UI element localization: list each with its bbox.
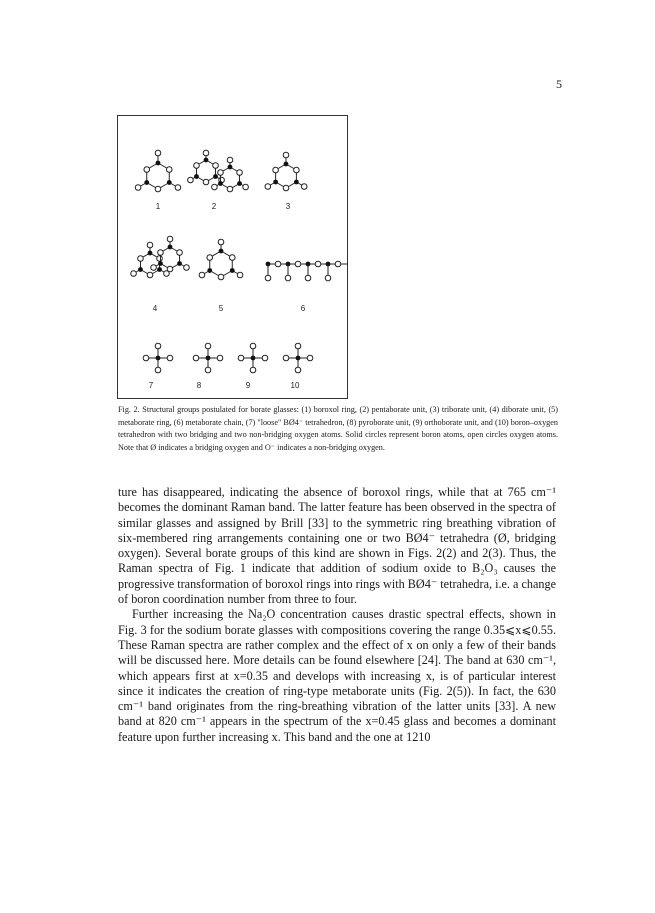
oxygen-atom [175,185,181,191]
page-number: 5 [556,77,562,91]
oxygen-atom [205,367,211,373]
boron-atom [237,181,242,186]
boron-atom [219,249,224,254]
oxygen-atom [155,367,161,373]
boron-atom [156,161,161,166]
oxygen-atom [325,275,331,281]
caption-text: Structural groups postulated for borate glasses: (1) boroxol ring, (2) pentaborate unit, (3) triborate unit, (4) diborate unit, (5) metaborate ring, (6) metaborate chain, (7) "loose" BØ4⁻ tetrahedron, (8) pyroborate unit, (9) orthoborate unit, and (10) boron–oxygen tetrahedron with two bridging and two non-bridging oxygen atoms. Solid circles represent boron atoms, open circles oxygen atoms. Note that Ø indicates a bridging oxygen and O⁻ indicates a non-bridging oxygen. [118,405,558,452]
oxygen-atom [305,275,311,281]
oxygen-atom [205,343,211,349]
boron-atom [158,261,163,266]
oxygen-atom [167,266,173,272]
boron-atom [148,251,153,256]
boron-atom [194,174,199,179]
oxygen-atom [265,184,271,190]
figure-structural-groups [117,115,348,399]
oxygen-atom [285,275,291,281]
oxygen-atom [167,236,173,242]
structure-number-9: 9 [245,381,251,390]
paragraph-1: ture has disappeared, indicating the absence of boroxol rings, while that at 765 cm⁻¹ becomes the dominant Raman band. The latter feature has been observed in the spectra of similar glasses and assigned by Brill [33] to the symmetric ring breathing vibration of six-membered ring arrangements containing one or two BØ4⁻ tetrahedra (Ø, bridging oxygen). Several borate groups of this kind are shown in Figs. 2(2) and 2(3). Thus, the Raman spectra of Fig. 1 indicate that addition of sodium oxide to B₂O₃ causes the progressive transformation of boroxol rings into rings with BØ4⁻ tetrahedra, i.e. a change of boron coordination number from three to four. [118,485,556,607]
structure-number-2: 2 [211,202,217,211]
oxygen-atom [166,167,172,173]
body-text [118,485,556,745]
oxygen-atom [295,343,301,349]
paragraph-2: Further increasing the Na₂O concentration causes drastic spectral effects, shown in Fig. 3 for the sodium borate glasses with compositions covering the range 0.35⩽x⩽0.55. These Raman spectra are rather complex and the effect of x on only a few of their bands will be discussed here. More details can be found elsewhere [24]. The band at 630 cm⁻¹, which appears first at x=0.35 and develops with increasing x, is of particular interest since it indicates the creation of ring-type metaborate units (Fig. 2(5)). In fact, the 630 cm⁻¹ band originates from the ring-breathing vibration of the latter units [33]. A new band at 820 cm⁻¹ appears in the spectrum of the x=0.45 glass and becomes a dominant feature upon further increasing x. This band and the one at 1210 [118,607,556,744]
oxygen-atom [315,261,321,267]
oxygen-atom [243,184,249,190]
oxygen-atom [265,275,271,281]
boron-atom [213,174,218,179]
structure-number-6: 6 [300,304,306,313]
oxygen-atom [301,184,307,190]
oxygen-atom [194,163,200,169]
oxygen-atom [157,256,163,262]
oxygen-atom [218,170,224,176]
boron-atom [156,356,161,361]
boron-atom [294,180,299,185]
oxygen-atom [147,272,153,278]
oxygen-atom [273,167,279,173]
oxygen-atom [294,167,300,173]
oxygen-atom [283,185,289,191]
oxygen-atom [155,150,161,156]
oxygen-atom [237,170,243,176]
oxygen-atom [155,343,161,349]
oxygen-atom [307,355,313,361]
oxygen-atom [207,255,213,261]
oxygen-atom [138,256,144,262]
oxygen-atom [295,367,301,373]
oxygen-atom [158,250,164,256]
oxygen-atom [218,274,224,280]
oxygen-atom [193,355,199,361]
oxygen-atom [283,355,289,361]
oxygen-atom [167,355,173,361]
structure-number-7: 7 [148,381,154,390]
oxygen-atom [177,250,183,256]
boron-atom [296,356,301,361]
boron-atom [144,180,149,185]
oxygen-atom [262,355,268,361]
figure-caption [118,404,558,454]
boron-atom [138,267,143,272]
oxygen-atom [203,179,209,185]
oxygen-atom [227,186,233,192]
oxygen-atom [218,239,224,245]
oxygen-atom [250,367,256,373]
oxygen-atom [237,272,243,278]
oxygen-atom [135,185,141,191]
boron-atom [228,165,233,170]
structure-number-10: 10 [290,381,300,390]
boron-atom [218,181,223,186]
oxygen-atom [147,242,153,248]
structure-number-4: 4 [152,304,158,313]
boron-atom [284,162,289,167]
oxygen-atom [151,265,157,271]
boron-atom [177,261,182,266]
oxygen-atom [229,255,235,261]
structure-number-1: 1 [155,202,161,211]
structure-number-5: 5 [218,304,224,313]
oxygen-atom [335,261,341,267]
oxygen-atom [295,261,301,267]
caption-label: Fig. 2. [118,405,140,414]
oxygen-atom [144,167,150,173]
boron-atom [273,180,278,185]
structure-number-8: 8 [196,381,202,390]
oxygen-atom [155,186,161,192]
oxygen-atom [217,355,223,361]
boron-atom [167,180,172,185]
oxygen-atom [227,157,233,163]
oxygen-atom [283,152,289,158]
boron-atom [251,356,256,361]
boron-atom [207,268,212,273]
structure-drawings [118,116,349,400]
oxygen-atom [238,355,244,361]
oxygen-atom [143,355,149,361]
oxygen-atom [131,271,137,277]
oxygen-atom [203,150,209,156]
oxygen-atom [250,343,256,349]
oxygen-atom [275,261,281,267]
boron-atom [157,267,162,272]
oxygen-atom [212,184,218,190]
boron-atom [230,268,235,273]
boron-atom [206,356,211,361]
oxygen-atom [188,177,194,183]
oxygen-atom [199,272,205,278]
boron-atom [204,158,209,163]
boron-atom [168,245,173,250]
oxygen-atom [184,265,190,271]
structure-number-3: 3 [285,202,291,211]
oxygen-atom [213,163,219,169]
